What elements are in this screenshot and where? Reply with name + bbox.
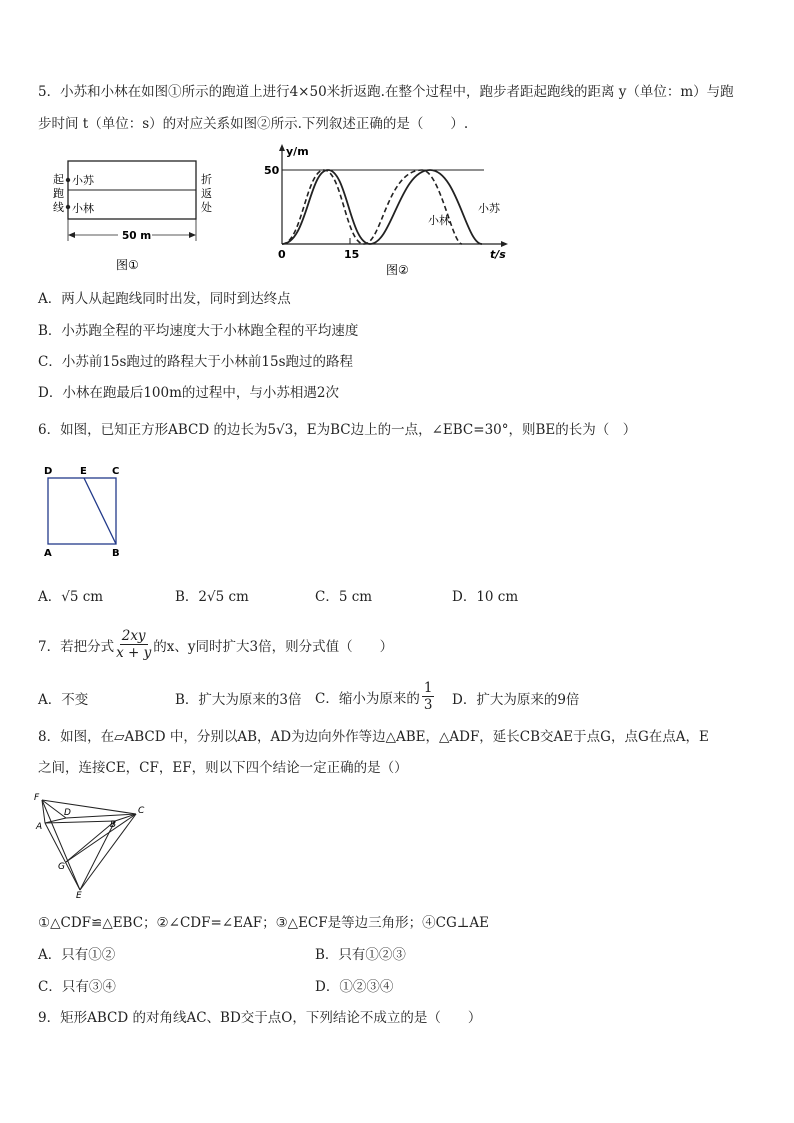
q8-option-c: C．只有③④ [38, 979, 116, 995]
q6-option-d: D．10 cm [452, 589, 519, 605]
runner2-label: 小林 [72, 202, 94, 215]
q9-stem: 9．矩形ABCD 的对角线AC、BD交于点O，下列结论不成立的是（ ） [38, 1010, 482, 1026]
turn-label: 折返处 [201, 173, 212, 214]
label-e: E [80, 466, 87, 477]
segment-ab [45, 821, 115, 823]
start-line-label: 起跑线 [53, 173, 64, 214]
q5-option-b: B．小苏跑全程的平均速度大于小林跑全程的平均速度 [38, 323, 359, 339]
y-tick-50: 50 [264, 164, 280, 177]
square-abcd [48, 478, 116, 544]
fig2-caption: 图② [386, 263, 409, 277]
segment-fc [42, 800, 136, 814]
q7-stem-post: 的x、y同时扩大3倍，则分式值（ ） [153, 638, 394, 655]
x-tick-15: 15 [344, 248, 360, 261]
q7-stem [38, 628, 393, 661]
segment-be [80, 821, 115, 890]
runner1-label: 小苏 [72, 174, 94, 187]
fig1-caption: 图① [116, 258, 139, 272]
q5-figure-graph [262, 140, 512, 280]
label-f: F [34, 793, 40, 803]
label-d: D [64, 808, 71, 818]
q8-figure [30, 790, 160, 900]
q5-option-d: D．小林在跑最后100m的过程中，与小苏相遇2次 [38, 385, 339, 401]
label-e: E [76, 891, 82, 900]
label-a: A [44, 548, 52, 559]
q7-option-b: B．扩大为原来的3倍 [175, 692, 302, 708]
label-g: G [58, 862, 65, 872]
q6-figure-square [40, 462, 135, 562]
q7-option-c-denominator: 3 [423, 697, 433, 713]
runner1-dot [66, 178, 70, 182]
q6-option-b: B．2√5 cm [175, 589, 249, 605]
q7-option-d: D．扩大为原来的9倍 [452, 692, 580, 708]
q7-option-c-numerator: 1 [423, 680, 433, 696]
label-c: C [112, 466, 120, 477]
q8-option-a: A．只有①② [38, 947, 116, 963]
label-c: C [138, 806, 145, 816]
series-xiaolin-line [282, 170, 462, 244]
q7-fraction [116, 628, 151, 661]
q8-statements: ①△CDF≌△EBC；②∠CDF=∠EAF；③△ECF是等边三角形；④CG⊥AE [38, 915, 490, 931]
legend-xiaolin: 小林 [428, 214, 450, 227]
q8-option-d: D．①②③④ [315, 979, 394, 995]
q5-stem-line2: 步时间 t（单位：s）的对应关系如图②所示.下列叙述正确的是（ ）. [38, 116, 469, 132]
label-a: A [36, 822, 43, 832]
q5-stem-line1: 5．小苏和小林在如图①所示的跑道上进行4×50米折返跑.在整个过程中，跑步者距起跑线的距离 y（单位：m）与跑 [38, 84, 734, 100]
q7-option-c-text: C．缩小为原来的 [315, 690, 420, 707]
segment-ce [80, 814, 136, 890]
q7-option-a: A．不变 [38, 692, 89, 708]
label-d: D [44, 466, 53, 477]
q7-fraction-numerator: 2xy [121, 628, 146, 644]
q7-fraction-denominator: x + y [116, 645, 152, 661]
y-axis-label: y/m [286, 145, 309, 158]
label-b: B [112, 548, 120, 559]
origin-label: 0 [278, 248, 286, 261]
q6-option-a: A．√5 cm [38, 589, 104, 605]
q8-option-b: B．只有①②③ [315, 947, 406, 963]
runner2-dot [66, 205, 70, 209]
width-label: 50 m [122, 230, 152, 242]
q5-option-c: C．小苏前15s跑过的路程大于小林前15s跑过的路程 [38, 354, 354, 370]
q7-stem-pre: 7．若把分式 [38, 638, 115, 655]
q5-option-a: A．两人从起跑线同时出发，同时到达终点 [38, 291, 291, 307]
segment-be [84, 478, 116, 544]
segment-fe [42, 800, 80, 890]
segment-bg [66, 821, 115, 862]
label-b: B [110, 820, 117, 830]
q6-stem: 6．如图，已知正方形ABCD 的边长为5√3，E为BC边上的一点，∠EBC=30°，则BE的长为（ ） [38, 422, 637, 438]
q5-figure-track [48, 155, 218, 280]
legend-xiaosu: 小苏 [478, 202, 500, 215]
q8-stem-line2: 之间，连接CE，CF，EF，则以下四个结论一定正确的是（） [38, 760, 408, 776]
q6-option-c: C．5 cm [315, 589, 373, 605]
x-axis-label: t/s [490, 248, 506, 261]
q8-stem-line1: 8．如图，在▱ABCD 中，分别以AB，AD为边向外作等边△ABE，△ADF，延长CB交AE于点G，点G在点A，E [38, 729, 709, 745]
q7-option-c [315, 680, 436, 713]
q7-option-c-fraction [422, 680, 435, 713]
